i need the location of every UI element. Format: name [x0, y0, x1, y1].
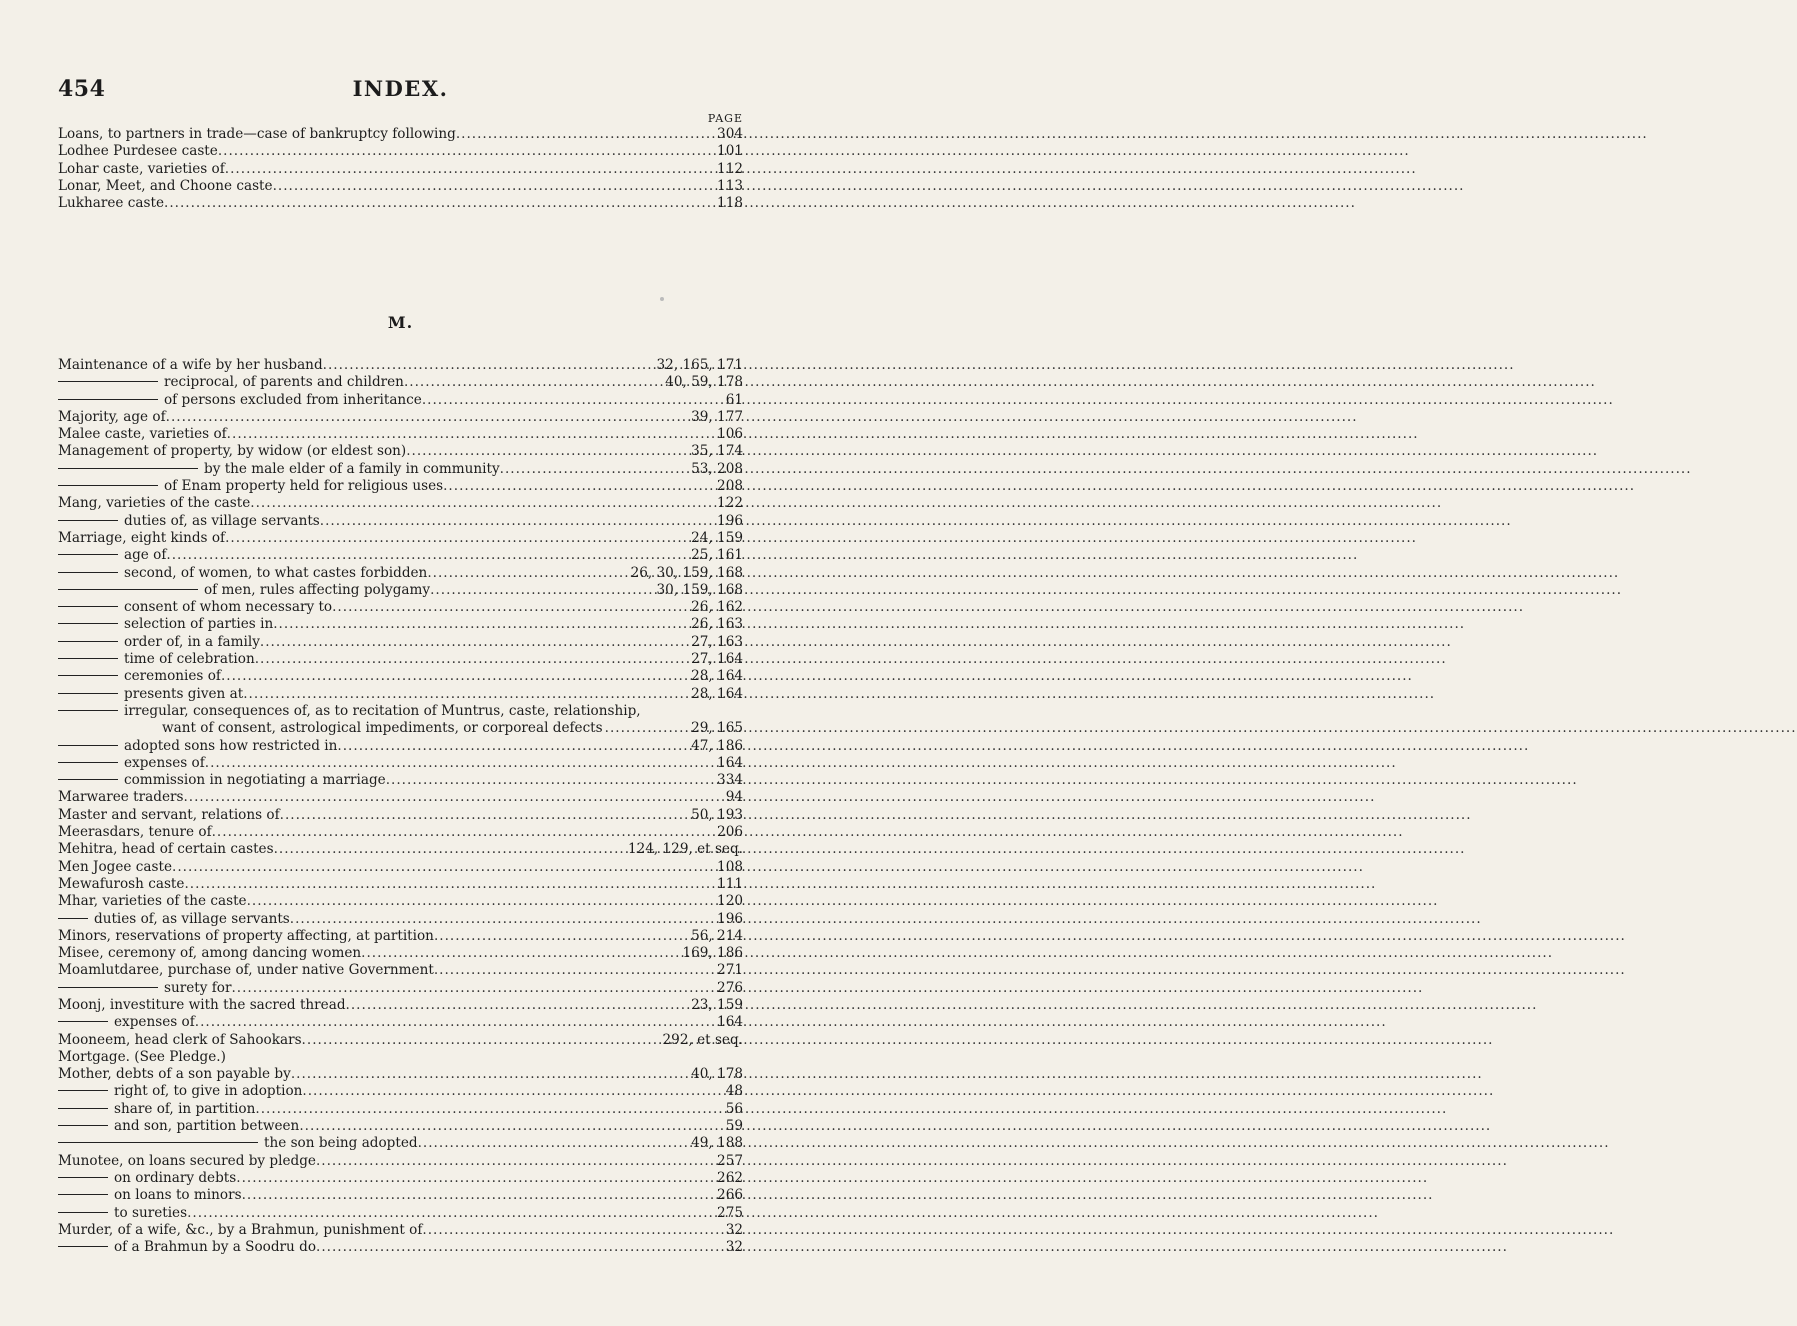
- ditto-dash: [58, 381, 158, 382]
- entry-pages: 26, 163: [691, 616, 743, 633]
- entry-label: want of consent, astrological impediments, or corporeal defects: [162, 720, 603, 737]
- leader-dots: [243, 686, 691, 703]
- entry-label: Mother, debts of a son payable by: [58, 1066, 291, 1083]
- index-entry: [58, 824, 743, 841]
- entry-label: share of, in partition: [114, 1100, 256, 1117]
- entry-label: Mehitra, head of certain castes: [58, 841, 274, 858]
- index-entry: [58, 980, 743, 997]
- entry-label: on ordinary debts: [114, 1169, 237, 1186]
- leader-dots: [255, 1101, 725, 1118]
- entry-label: Malee caste, varieties of: [58, 426, 227, 443]
- entry-pages: 304: [717, 126, 743, 142]
- entry-label: Misee, ceremony of, among dancing women: [58, 945, 362, 962]
- entry-pages: 30, 159, 168: [656, 581, 743, 598]
- index-entry: [58, 161, 743, 178]
- entry-label: presents given at: [124, 685, 244, 702]
- entry-pages: 334: [717, 772, 743, 789]
- section-letter: M.: [387, 313, 414, 332]
- entry-pages: 124, 129, et seq.: [627, 841, 743, 858]
- index-entry: [58, 876, 743, 893]
- leader-dots: [291, 1066, 691, 1083]
- ditto-dash: [58, 468, 198, 469]
- index-entry: [58, 357, 743, 374]
- entry-pages: 39, 177: [691, 408, 743, 425]
- index-entry: [58, 962, 743, 979]
- index-entry: [58, 755, 743, 772]
- entry-label: to sureties: [114, 1204, 188, 1221]
- ditto-dash: [58, 918, 88, 919]
- entry-pages: 29, 165: [691, 720, 743, 737]
- index-entry: [58, 668, 743, 685]
- ink-speck: [660, 297, 664, 301]
- index-entry: [58, 634, 743, 651]
- leader-dots: [346, 997, 692, 1014]
- index-entry: [58, 178, 743, 195]
- leader-dots: [605, 720, 691, 737]
- entry-label: Murder, of a wife, &c., by a Brahmun, punishment of: [58, 1221, 423, 1238]
- ditto-dash: [58, 554, 118, 555]
- ditto-dash: [58, 623, 118, 624]
- index-entry: [58, 651, 743, 668]
- entry-label: time of celebration: [124, 651, 255, 668]
- leader-dots: [280, 807, 691, 824]
- entry-pages: 56: [725, 1100, 743, 1117]
- entry-label: selection of parties in: [124, 616, 274, 633]
- entry-label: right of, to give in adoption: [114, 1083, 303, 1100]
- entry-pages: 164: [717, 754, 743, 771]
- ditto-dash: [58, 987, 158, 988]
- entry-pages: 169, 186: [682, 945, 743, 962]
- ditto-dash: [58, 520, 118, 521]
- index-entry: [58, 409, 743, 426]
- leader-dots: [221, 668, 691, 685]
- entry-pages: 271: [717, 962, 743, 979]
- entry-label: by the male elder of a family in community: [204, 460, 500, 477]
- ditto-dash: [58, 710, 118, 711]
- ditto-dash: [58, 1125, 108, 1126]
- entry-pages: 59: [725, 1118, 743, 1135]
- ditto-dash: [58, 762, 118, 763]
- index-entry: [58, 1153, 743, 1170]
- entry-pages: 28, 164: [691, 685, 743, 702]
- leader-dots: [302, 1083, 725, 1100]
- entry-pages: 32, 165, 171: [656, 357, 743, 373]
- entry-pages: 35, 174: [691, 443, 743, 460]
- index-entry: [58, 1170, 743, 1187]
- ditto-dash: [58, 1090, 108, 1091]
- leader-dots: [166, 409, 691, 426]
- leader-dots: [323, 357, 657, 374]
- leader-dots: [430, 582, 656, 599]
- entry-pages: 120: [717, 893, 743, 910]
- entry-pages: 61: [725, 391, 743, 408]
- index-entry: [58, 547, 743, 564]
- entry-pages: 53, 208: [691, 460, 743, 477]
- entry-label: Mooneem, head clerk of Sahookars: [58, 1031, 302, 1048]
- entry-label: order of, in a family: [124, 633, 260, 650]
- index-entry: [58, 807, 743, 824]
- entry-pages: 276: [717, 979, 743, 996]
- index-entry: [58, 374, 743, 391]
- entry-label: Lohar caste, varieties of: [58, 160, 225, 177]
- index-entry: [58, 616, 743, 633]
- entry-label: reciprocal, of parents and children: [164, 374, 404, 391]
- entry-pages: 111: [717, 875, 743, 892]
- entry-pages: 40, 59, 178: [665, 374, 743, 391]
- index-entry: [58, 1066, 743, 1083]
- entry-label: of Enam property held for religious uses: [164, 478, 444, 495]
- entry-label: and son, partition between: [114, 1118, 300, 1135]
- entry-label: Munotee, on loans secured by pledge: [58, 1152, 316, 1169]
- leader-dots: [184, 876, 717, 893]
- entry-label: Minors, reservations of property affecting, at partition: [58, 927, 434, 944]
- leader-dots: [443, 478, 717, 495]
- entry-pages: 23, 159: [691, 996, 743, 1013]
- index-entry: [58, 772, 743, 789]
- leader-dots: [255, 651, 691, 668]
- leader-dots: [316, 1153, 717, 1170]
- leader-dots: [227, 426, 717, 443]
- entry-label: Lukharee caste: [58, 195, 164, 212]
- ditto-dash: [58, 693, 118, 694]
- entry-pages: 257: [717, 1152, 743, 1169]
- entry-label: age of: [124, 547, 167, 564]
- ditto-dash: [58, 1108, 108, 1109]
- leader-dots: [218, 143, 717, 160]
- entry-label: Marriage, eight kinds of: [58, 529, 226, 546]
- page-column-label: PAGE: [707, 112, 743, 125]
- index-entry: [58, 565, 743, 582]
- entry-label: Loans, to partners in trade—case of bankruptcy following: [58, 126, 456, 142]
- index-entry: [58, 720, 743, 737]
- leader-dots: [316, 1239, 726, 1256]
- leader-dots: [337, 738, 691, 755]
- leader-dots: [404, 374, 665, 391]
- index-entry: [58, 478, 743, 495]
- entry-label: commission in negotiating a marriage: [124, 772, 386, 789]
- leader-dots: [434, 962, 717, 979]
- entry-pages: 112: [717, 160, 743, 177]
- entry-pages: 206: [717, 824, 743, 841]
- leader-dots: [500, 461, 691, 478]
- leader-dots: [418, 1135, 692, 1152]
- index-section-l: [58, 126, 743, 212]
- entry-label: ceremonies of: [124, 668, 221, 685]
- book-page: [0, 0, 801, 1326]
- leader-dots: [434, 928, 691, 945]
- entry-pages: 106: [717, 426, 743, 443]
- ditto-dash: [58, 1142, 258, 1143]
- entry-label: the son being adopted: [264, 1135, 418, 1152]
- leader-dots: [274, 841, 628, 858]
- entry-label: second, of women, to what castes forbidden: [124, 564, 428, 581]
- entry-label: expenses of: [114, 1014, 195, 1031]
- entry-pages: 25, 161: [691, 547, 743, 564]
- index-entry: [58, 513, 743, 530]
- entry-label: consent of whom necessary to: [124, 599, 333, 616]
- index-entry: [58, 582, 743, 599]
- leader-dots: [225, 161, 717, 178]
- index-entry: [58, 1101, 743, 1118]
- entry-label: Management of property, by widow (or eldest son): [58, 443, 407, 460]
- ditto-dash: [58, 485, 158, 486]
- ditto-dash: [58, 606, 118, 607]
- index-entry: [58, 789, 743, 806]
- entry-label: Mhar, varieties of the caste: [58, 893, 247, 910]
- ditto-dash: [58, 658, 118, 659]
- entry-pages: 24, 159: [691, 529, 743, 546]
- index-entry: [58, 1032, 743, 1049]
- index-entry: [58, 1049, 743, 1066]
- ditto-dash: [58, 641, 118, 642]
- leader-dots: [164, 195, 717, 212]
- index-entry: [58, 928, 743, 945]
- index-entry: [58, 1222, 743, 1239]
- ditto-dash: [58, 399, 158, 400]
- index-entry: [58, 1014, 743, 1031]
- entry-pages: 32: [725, 1221, 743, 1238]
- leader-dots: [250, 495, 717, 512]
- ditto-dash: [58, 1212, 108, 1213]
- leader-dots: [247, 893, 717, 910]
- index-entry: [58, 495, 743, 512]
- index-entry: [58, 911, 743, 928]
- entry-pages: 56, 214: [691, 927, 743, 944]
- entry-pages: 27, 164: [691, 651, 743, 668]
- index-entry: [58, 1187, 743, 1204]
- index-entry: [58, 945, 743, 962]
- entry-pages: 208: [717, 478, 743, 495]
- leader-dots: [290, 911, 717, 928]
- index-entry: [58, 530, 743, 547]
- entry-pages: 26, 162: [691, 599, 743, 616]
- leader-dots: [236, 1170, 717, 1187]
- index-entry: [58, 686, 743, 703]
- entry-label: irregular, consequences of, as to recitation of Muntrus, caste, relationship,: [124, 702, 641, 719]
- leader-dots: [302, 1032, 663, 1049]
- leader-dots: [195, 1014, 717, 1031]
- entry-pages: 47, 186: [691, 737, 743, 754]
- entry-pages: 49, 188: [691, 1135, 743, 1152]
- index-entry: [58, 443, 743, 460]
- leader-dots: [422, 1222, 725, 1239]
- entry-label: duties of, as village servants: [124, 512, 320, 529]
- entry-label: Moamlutdaree, purchase of, under native Government: [58, 962, 434, 979]
- index-entry: [58, 841, 743, 858]
- entry-label: of a Brahmun by a Soodru do: [114, 1239, 317, 1256]
- entry-label: Majority, age of: [58, 408, 166, 425]
- leader-dots: [172, 859, 717, 876]
- entry-pages: 292, et seq.: [662, 1031, 743, 1048]
- page-title: INDEX.: [352, 76, 449, 101]
- index-entry: [58, 997, 743, 1014]
- entry-label: surety for: [164, 979, 232, 996]
- entry-pages: 196: [717, 910, 743, 927]
- entry-label: Marwaree traders: [58, 789, 184, 806]
- index-entry: [58, 738, 743, 755]
- leader-dots: [406, 443, 691, 460]
- running-head: [58, 76, 743, 106]
- leader-dots: [205, 755, 717, 772]
- entry-pages: 266: [717, 1187, 743, 1204]
- entry-label: expenses of: [124, 754, 205, 771]
- leader-dots: [427, 565, 630, 582]
- entry-label: Lodhee Purdesee caste: [58, 143, 218, 160]
- ditto-dash: [58, 1021, 108, 1022]
- leader-dots: [332, 599, 691, 616]
- ditto-dash: [58, 1246, 108, 1247]
- entry-label: Men Jogee caste: [58, 858, 172, 875]
- leader-dots: [299, 1118, 725, 1135]
- leader-dots: [212, 824, 717, 841]
- entry-label: Maintenance of a wife by her husband: [58, 357, 323, 373]
- entry-pages: 101: [717, 143, 743, 160]
- entry-label: Mewafurosh caste: [58, 875, 185, 892]
- entry-label: Moonj, investiture with the sacred thread: [58, 996, 346, 1013]
- entry-label: Mang, varieties of the caste: [58, 495, 251, 512]
- leader-dots: [386, 772, 717, 789]
- entry-pages: 28, 164: [691, 668, 743, 685]
- index-entry: [58, 461, 743, 478]
- index-entry: [58, 859, 743, 876]
- leader-dots: [361, 945, 682, 962]
- index-entry: [58, 195, 743, 212]
- index-entry: [58, 599, 743, 616]
- leader-dots: [422, 392, 726, 409]
- ditto-dash: [58, 589, 198, 590]
- entry-pages: 48: [725, 1083, 743, 1100]
- index-entry: [58, 893, 743, 910]
- entry-pages: 275: [717, 1204, 743, 1221]
- index-entry: [58, 1239, 743, 1256]
- entry-pages: 113: [717, 177, 743, 194]
- entry-pages: 108: [717, 858, 743, 875]
- index-entry: [58, 703, 743, 720]
- ditto-dash: [58, 779, 118, 780]
- leader-dots: [242, 1187, 717, 1204]
- entry-pages: 118: [717, 195, 743, 212]
- entry-pages: 122: [717, 495, 743, 512]
- ditto-dash: [58, 572, 118, 573]
- entry-label: Lonar, Meet, and Choone caste: [58, 177, 273, 194]
- entry-pages: 94: [725, 789, 743, 806]
- entry-label: Mortgage. (See Pledge.): [58, 1048, 226, 1065]
- leader-dots: [231, 980, 717, 997]
- entry-label: on loans to minors: [114, 1187, 242, 1204]
- entry-label: of persons excluded from inheritance: [164, 391, 422, 408]
- leader-dots: [273, 178, 717, 195]
- leader-dots: [273, 616, 691, 633]
- ditto-dash: [58, 675, 118, 676]
- index-entry: [58, 1135, 743, 1152]
- page-number: 454: [58, 76, 106, 102]
- entry-pages: 26, 30, 159, 168: [630, 564, 743, 581]
- leader-dots: [187, 1205, 717, 1222]
- index-section-m: [58, 357, 743, 1256]
- entry-pages: 50, 193: [691, 806, 743, 823]
- ditto-dash: [58, 1194, 108, 1195]
- leader-dots: [183, 789, 725, 806]
- leader-dots: [225, 530, 691, 547]
- entry-pages: 196: [717, 512, 743, 529]
- leader-dots: [260, 634, 691, 651]
- index-entry: [58, 1205, 743, 1222]
- index-entry: [58, 1083, 743, 1100]
- leader-dots: [166, 547, 691, 564]
- index-entry: [58, 1118, 743, 1135]
- index-entry: [58, 143, 743, 160]
- entry-pages: 262: [717, 1169, 743, 1186]
- entry-pages: 32: [725, 1239, 743, 1256]
- entry-pages: 27, 163: [691, 633, 743, 650]
- entry-pages: 164: [717, 1014, 743, 1031]
- entry-label: adopted sons how restricted in: [124, 737, 338, 754]
- entry-label: Master and servant, relations of: [58, 806, 280, 823]
- leader-dots: [320, 513, 717, 530]
- entry-label: of men, rules affecting polygamy: [204, 581, 431, 598]
- ditto-dash: [58, 1177, 108, 1178]
- index-entry: [58, 426, 743, 443]
- entry-pages: 40, 178: [691, 1066, 743, 1083]
- entry-label: Meerasdars, tenure of: [58, 824, 212, 841]
- index-entry: [58, 392, 743, 409]
- index-entry: [58, 126, 743, 143]
- ditto-dash: [58, 745, 118, 746]
- leader-dots: [456, 126, 717, 143]
- entry-label: duties of, as village servants: [94, 910, 290, 927]
